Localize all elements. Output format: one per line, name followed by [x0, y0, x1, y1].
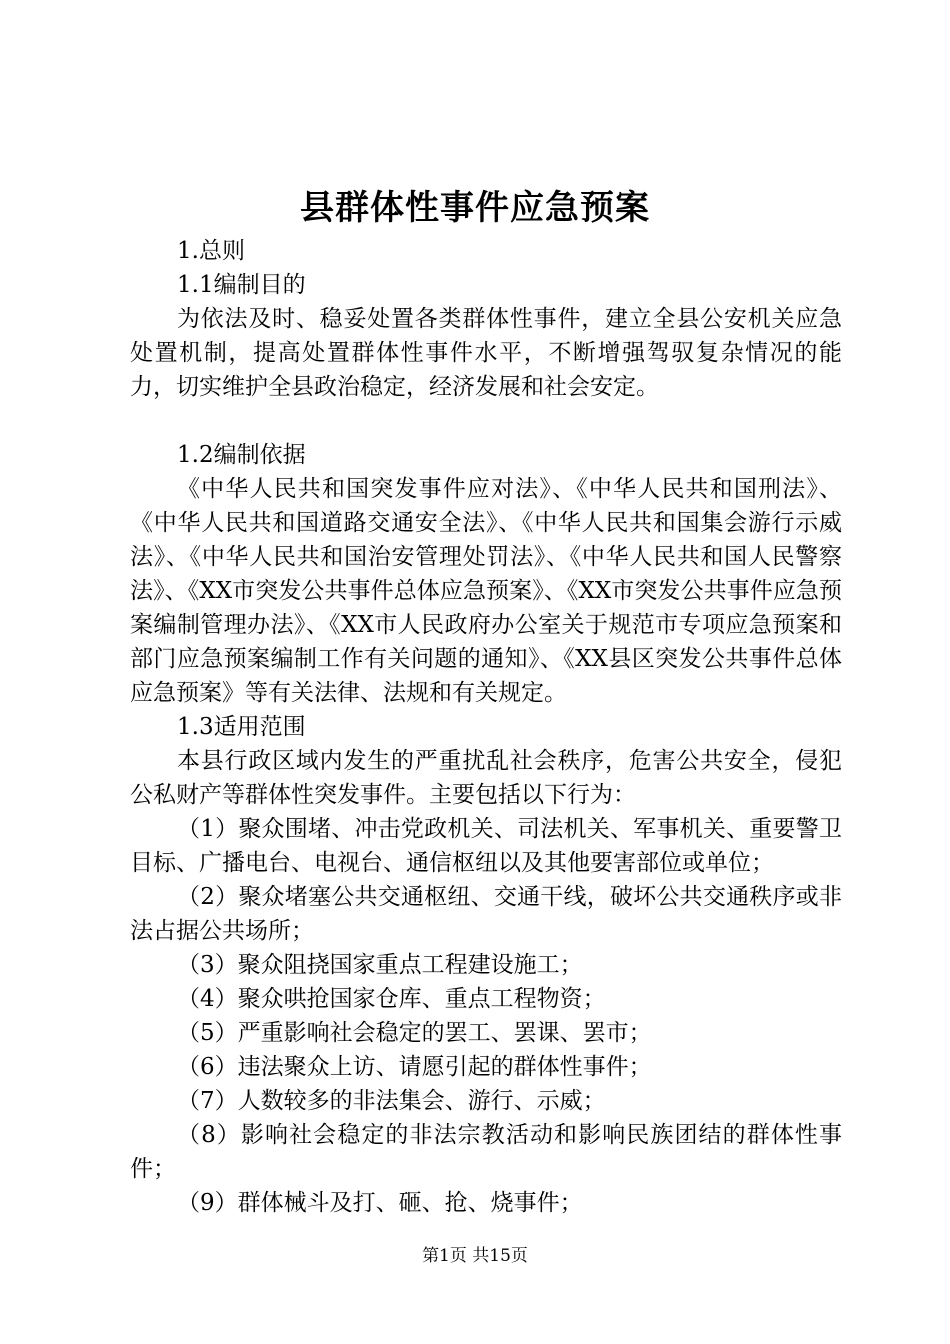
- list-item: （1）聚众围堵、冲击党政机关、司法机关、军事机关、重要警卫目标、广播电台、电视台、通信枢纽以及其他要害部位或单位；: [130, 816, 842, 876]
- page-footer: 第1页 共15页: [422, 1246, 528, 1266]
- body-paragraph: 为依法及时、稳妥处置各类群体性事件，建立全县公安机关应急处置机制，提高处置群体性事件水平，不断增强驾驭复杂情况的能力，切实维护全县政治稳定，经济发展和社会安定。: [130, 306, 842, 400]
- section-heading: 1.总则: [177, 238, 245, 264]
- section-heading: 1.1编制目的: [177, 272, 306, 298]
- section-heading: 1.2编制依据: [177, 442, 306, 468]
- list-item: （2）聚众堵塞公共交通枢纽、交通干线，破坏公共交通秩序或非法占据公共场所；: [130, 884, 842, 944]
- document-body: [130, 234, 842, 1220]
- list-item: （4）聚众哄抢国家仓库、重点工程物资；: [177, 986, 606, 1012]
- body-paragraph: 《中华人民共和国突发事件应对法》、《中华人民共和国刑法》、《中华人民共和国道路交通安全法》、《中华人民共和国集会游行示威法》、《中华人民共和国治安管理处罚法》、《中华人民共和国人民警察法》、《XX市突发公共事件总体应急预案》、《XX市突发公共事件应急预案编制管理办法》、《XX市人民政府办公室关于规范市专项应急预案和部门应急预案编制工作有关问题的通知》、《XX县区突发公共事件总体应急预案》等有关法律、法规和有关规定。: [130, 476, 842, 706]
- list-item: （8）影响社会稳定的非法宗教活动和影响民族团结的群体性事件；: [130, 1122, 842, 1182]
- section-heading: 1.3适用范围: [177, 714, 306, 740]
- list-item: （3）聚众阻挠国家重点工程建设施工；: [177, 952, 583, 978]
- body-paragraph: 本县行政区域内发生的严重扰乱社会秩序，危害公共安全，侵犯公私财产等群体性突发事件。主要包括以下行为：: [130, 748, 842, 808]
- list-item: （7）人数较多的非法集会、游行、示威；: [177, 1088, 606, 1114]
- list-item: （9）群体械斗及打、砸、抢、烧事件；: [177, 1190, 583, 1216]
- document-title: 县群体性事件应急预案: [300, 188, 650, 228]
- list-item: （5）严重影响社会稳定的罢工、罢课、罢市；: [177, 1020, 652, 1046]
- list-item: （6）违法聚众上访、请愿引起的群体性事件；: [177, 1054, 652, 1080]
